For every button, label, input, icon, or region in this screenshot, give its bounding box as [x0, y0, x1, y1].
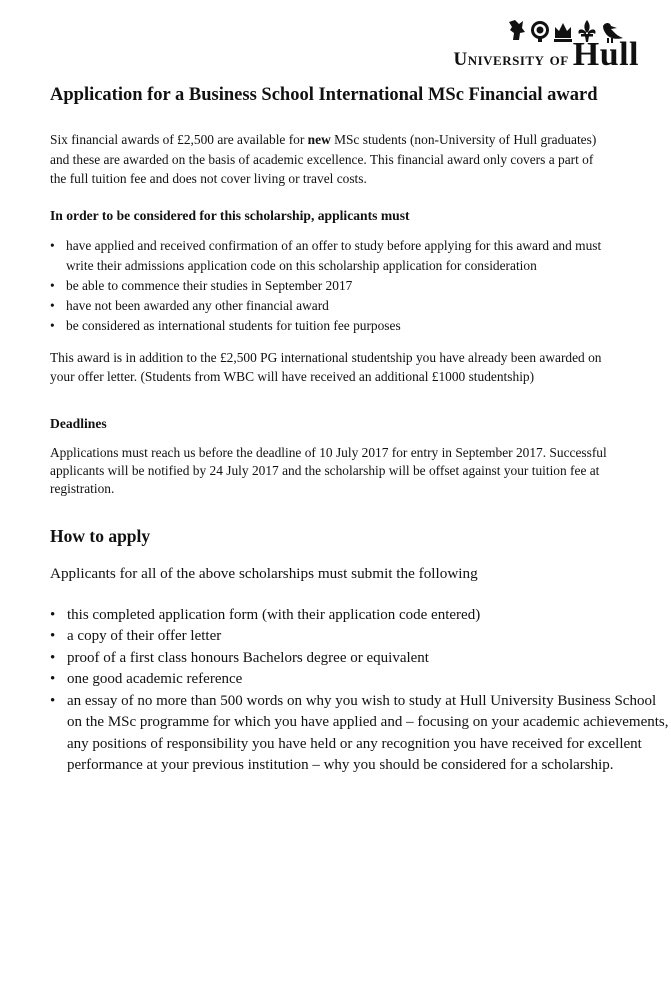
list-item: • one good academic reference — [50, 669, 670, 691]
criteria-list — [50, 236, 610, 336]
how-to-apply-heading: How to apply — [50, 525, 151, 546]
logo-big-text: Hull — [572, 36, 639, 73]
intro-paragraph — [50, 130, 610, 189]
list-item: • have not been awarded any other financial award — [50, 296, 610, 316]
dragon-icon — [509, 20, 525, 40]
list-item: • a copy of their offer letter — [50, 626, 670, 648]
list-item: • proof of a first class honours Bachelors degree or equivalent — [50, 648, 670, 670]
page-title: Application for a Business School International MSc Financial award — [50, 85, 598, 105]
list-item: • be considered as international students for tuition fee purposes — [50, 316, 610, 336]
intro-text-after: MSc students (non-University of Hull graduates) and these are awarded on the basis of academic excellence. This financial award only covers a part of the full tuition fee and does not cover living or travel costs. — [50, 132, 597, 186]
intro-bold-word: new — [307, 132, 331, 147]
document-body — [50, 80, 669, 777]
list-item: • an essay of no more than 500 words on why you wish to study at Hull University Business School on the MSc programme for which you have applied and – focusing on your academic achievements, any positions of responsibility you have held or any recognition you have received for excellent performance at your previous institution – why you should be considered for a scholarship. — [50, 691, 670, 777]
how-to-apply-intro: Applicants for all of the above scholarships must submit the following — [50, 564, 478, 582]
requirements-list — [50, 605, 670, 777]
list-item: • be able to commence their studies in September 2017 — [50, 276, 610, 296]
addition-paragraph: This award is in addition to the £2,500 PG international studentship you have already been awarded on your offer letter. (Students from WBC will have received an additional £1000 studentship) — [50, 349, 602, 384]
criteria-heading: In order to be considered for this scholarship, applicants must — [50, 207, 410, 223]
intro-text-before: Six financial awards of £2,500 are available for — [50, 132, 308, 147]
list-item: • have applied and received confirmation of an offer to study before applying for this award and must write their admissions application code on this scholarship application for consideration — [50, 236, 610, 276]
logo-small-text: University of — [453, 49, 569, 70]
list-item: • this completed application form (with their application code entered) — [50, 605, 670, 627]
logo-wordmark — [453, 38, 639, 72]
deadlines-heading: Deadlines — [50, 415, 107, 431]
deadlines-paragraph: Applications must reach us before the deadline of 10 July 2017 for entry in September 2017. Successful applicants will be notified by 24 July 2017 and the scholarship will be offset against your tuition fee at registration. — [50, 444, 607, 496]
university-logo — [381, 18, 639, 73]
